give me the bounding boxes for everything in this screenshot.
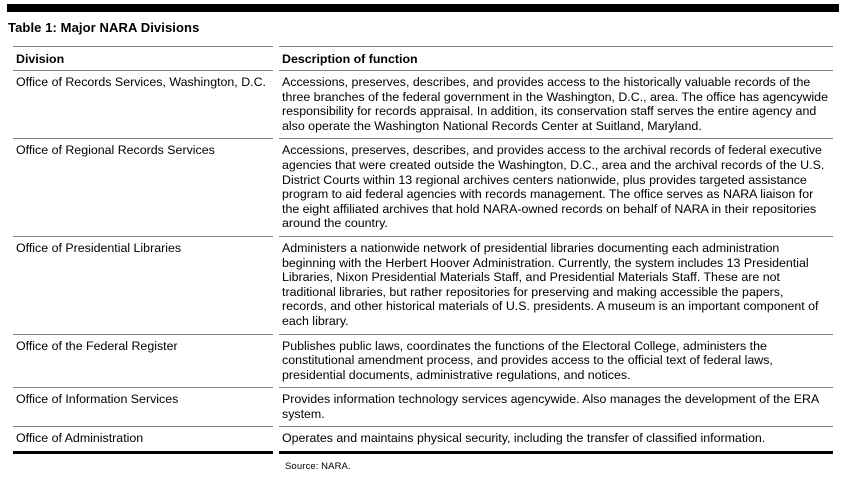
table-title: Table 1: Major NARA Divisions [8,20,200,35]
description-cell: Provides information technology services agencywide. Also manages the development of the ERA system. [279,388,833,427]
division-cell: Office of Records Services, Washington, D.C. [13,71,273,139]
table-row [13,335,833,389]
table-row [13,139,833,237]
header-row [13,46,833,71]
table-row [13,388,833,427]
description-cell: Publishes public laws, coordinates the functions of the Electoral College, administers the constitutional amendment process, and provides access to the official text of federal laws, presidential documents, administrative regulations, and notices. [279,335,833,389]
description-cell: Administers a nationwide network of presidential libraries documenting each administration beginning with the Herbert Hoover Administration. Currently, the system includes 13 Presidential Libraries, Nixon Presidential Materials Staff, and Presidential Materials Staff. These are not traditional libraries, but rather repositories for preserving and making accessible the papers, records, and other historical materials of U.S. presidents. A museum is an important component of each library. [279,237,833,335]
column-header-division: Division [13,46,273,71]
description-cell: Accessions, preserves, describes, and provides access to the historically valuable records of the three branches of the federal government in the Washington, D.C., area. The office has agencywide responsibility for records appraisal. In addition, its conservation staff serves the entire agency and also operate the Washington National Records Center at Suitland, Maryland. [279,71,833,139]
source-note: Source: NARA. [285,461,351,473]
table-row [13,71,833,139]
top-black-rule [7,4,839,12]
division-cell: Office of the Federal Register [13,335,273,389]
table-row [13,427,833,454]
nara-divisions-table [7,46,839,454]
description-cell: Accessions, preserves, describes, and provides access to the archival records of federal executive agencies that were created outside the Washington, D.C., area and the archival records of the U.S. District Courts within 13 regional archives centers nationwide, plus provides targeted assistance program to aid federal agencies with records management. The office serves as NARA liaison for the eight affiliated archives that hold NARA-owned records on behalf of NARA in their repositories around the country. [279,139,833,237]
division-cell: Office of Information Services [13,388,273,427]
column-header-description: Description of function [279,46,833,71]
division-cell: Office of Administration [13,427,273,454]
table-row [13,237,833,335]
division-cell: Office of Regional Records Services [13,139,273,237]
division-cell: Office of Presidential Libraries [13,237,273,335]
description-cell: Operates and maintains physical security, including the transfer of classified information. [279,427,833,454]
